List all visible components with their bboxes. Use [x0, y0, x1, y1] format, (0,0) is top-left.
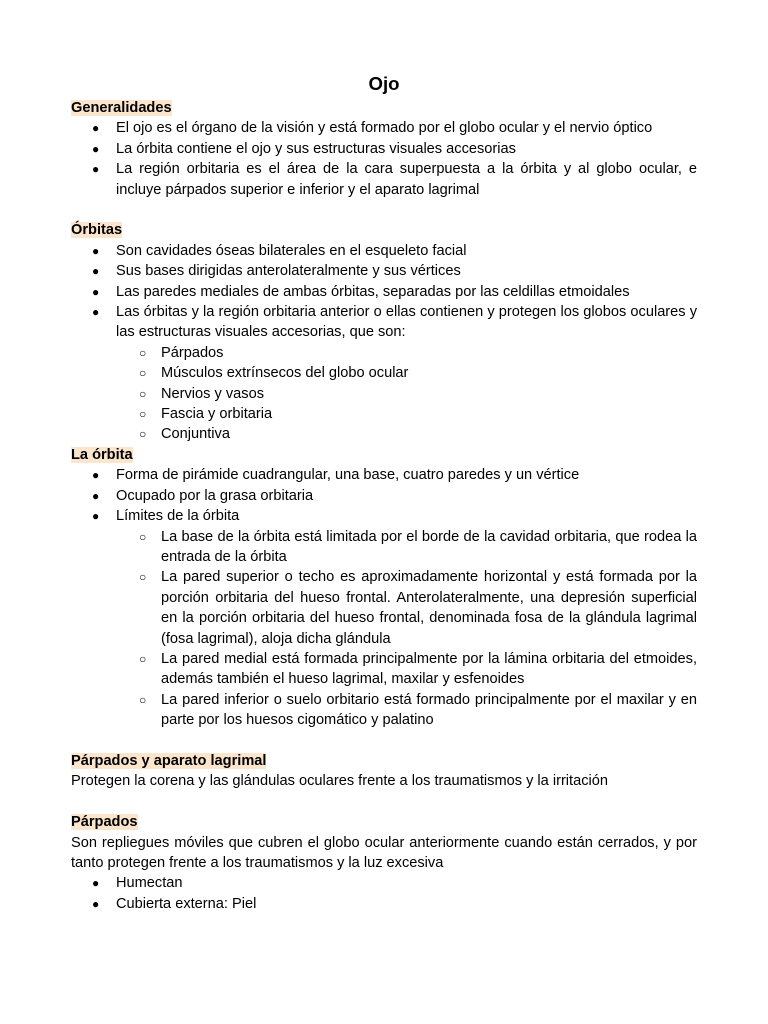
section-heading-generalidades [71, 98, 697, 118]
list-item [71, 139, 697, 159]
sublist-item-text: Fascia y orbitaria [161, 406, 273, 423]
hollow-bullet-icon: ○ [139, 366, 147, 381]
heading-highlight: Generalidades [71, 100, 172, 116]
la-orbita-list [71, 465, 697, 730]
list-item-text: La órbita contiene el ojo y sus estructuras visuales accesorias [116, 140, 516, 157]
bullet-icon: ● [92, 468, 100, 483]
sublist-item-text: La pared superior o techo es aproximadamente horizontal y está formada por la porción orbitaria del hueso frontal. Anterolateralmente, una depresión superficial en la porción orbitaria del hueso frontal, denominada fosa de la glándula lagrimal (fosa lagrimal), aloja dicha glándula [161, 569, 697, 647]
parpados-list [71, 873, 697, 914]
paragraph: Son repliegues móviles que cubren el globo ocular anteriormente cuando están cerrados, y por tanto protegen frente a los traumatismos y la luz excesiva [71, 834, 697, 871]
orbitas-sublist [116, 343, 697, 445]
list-item-text: Cubierta externa: Piel [116, 895, 257, 912]
sublist-item-text: Nervios y vasos [161, 385, 264, 402]
section-heading-la-orbita [71, 445, 697, 465]
list-item [71, 465, 697, 485]
heading-highlight: Órbitas [71, 222, 123, 239]
hollow-bullet-icon: ○ [139, 345, 147, 360]
bullet-icon: ● [92, 305, 100, 320]
blank-line [71, 792, 697, 812]
heading-highlight: La órbita [71, 446, 133, 463]
bullet-icon: ● [92, 509, 100, 524]
blank-line [71, 200, 697, 220]
bullet-icon: ● [92, 488, 100, 503]
sublist-item [71, 690, 697, 731]
hollow-bullet-icon: ○ [139, 692, 147, 707]
list-item-text: Límites de la órbita [116, 508, 240, 525]
list-item [71, 873, 697, 893]
heading-highlight: Párpados y aparato lagrimal [71, 752, 267, 769]
list-item-text: Sus bases dirigidas anterolateralmente y sus vértices [116, 263, 461, 280]
la-orbita-sublist [116, 527, 697, 731]
section-heading-parpados-lagrimal [71, 751, 697, 771]
list-item [71, 506, 697, 730]
sublist-item [71, 343, 697, 363]
bullet-icon: ● [92, 243, 100, 258]
list-item [71, 486, 697, 506]
sublist-item [71, 649, 697, 690]
bullet-icon: ● [92, 141, 100, 156]
bullet-icon: ● [92, 264, 100, 279]
list-item-text: Las paredes mediales de ambas órbitas, separadas por las celdillas etmoidales [116, 283, 630, 300]
hollow-bullet-icon: ○ [139, 427, 147, 442]
sublist-item [71, 424, 697, 444]
sublist-item-text: La pared inferior o suelo orbitario está formado principalmente por el maxilar y en parte por los huesos cigomático y palatino [161, 691, 697, 729]
sublist-item [71, 404, 697, 424]
list-item [71, 118, 697, 138]
list-item-text: La región orbitaria es el área de la cara superpuesta a la órbita y al globo ocular, e incluye párpados superior e inferior y el aparato lagrimal [116, 161, 697, 198]
generalidades-list [71, 118, 697, 200]
list-item [71, 302, 697, 445]
hollow-bullet-icon: ○ [139, 651, 147, 666]
sublist-item [71, 567, 697, 649]
heading-highlight: Párpados [71, 814, 138, 831]
sublist-item-text: Conjuntiva [161, 426, 230, 443]
bullet-icon: ● [92, 876, 100, 891]
sublist-item [71, 384, 697, 404]
section-heading-orbitas [71, 220, 697, 240]
list-item-text: Humectan [116, 875, 183, 892]
bullet-icon: ● [92, 162, 100, 177]
sublist-item [71, 363, 697, 383]
hollow-bullet-icon: ○ [139, 570, 147, 585]
list-item-text: Ocupado por la grasa orbitaria [116, 487, 314, 504]
list-item [71, 241, 697, 261]
sublist-item-text: La pared medial está formada principalmente por la lámina orbitaria del etmoides, además también el hueso lagrimal, maxilar y esfenoides [161, 650, 697, 688]
paragraph: Protegen la corena y las glándulas oculares frente a los traumatismos y la irritación [71, 773, 608, 790]
list-item [71, 282, 697, 302]
sublist-item-text: Párpados [161, 344, 224, 361]
hollow-bullet-icon: ○ [139, 386, 147, 401]
list-item-text: El ojo es el órgano de la visión y está formado por el globo ocular y el nervio óptico [116, 120, 653, 137]
list-item [71, 261, 697, 281]
sublist-item-text: La base de la órbita está limitada por el borde de la cavidad orbitaria, que rodea la entrada de la órbita [161, 528, 697, 565]
bullet-icon: ● [92, 121, 100, 136]
document-title: Ojo [368, 73, 400, 94]
list-item-text: Las órbitas y la región orbitaria anterior o ellas contienen y protegen los globos oculares y las estructuras visuales accesorias, que son: [116, 304, 697, 341]
blank-line [71, 731, 697, 751]
sublist-item [71, 527, 697, 568]
list-item [71, 159, 697, 200]
section-heading-parpados [71, 812, 697, 832]
sublist-item-text: Músculos extrínsecos del globo ocular [161, 365, 409, 382]
hollow-bullet-icon: ○ [139, 529, 147, 544]
bullet-icon: ● [92, 896, 100, 911]
list-item [71, 894, 697, 914]
bullet-icon: ● [92, 284, 100, 299]
list-item-text: Forma de pirámide cuadrangular, una base, cuatro paredes y un vértice [116, 467, 580, 484]
hollow-bullet-icon: ○ [139, 407, 147, 422]
list-item-text: Son cavidades óseas bilaterales en el esqueleto facial [116, 242, 467, 259]
orbitas-list [71, 241, 697, 445]
